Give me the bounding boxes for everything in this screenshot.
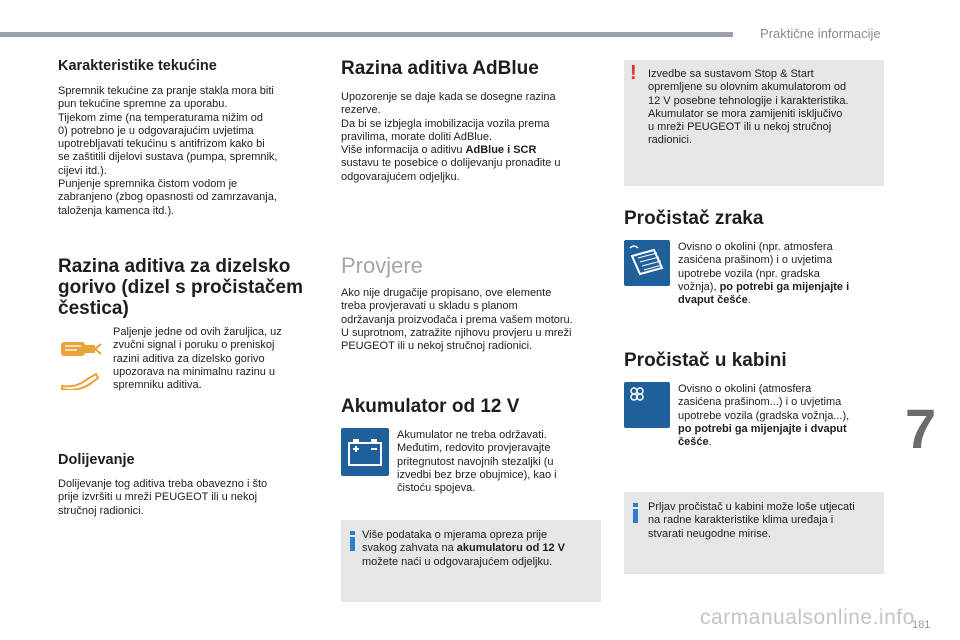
section-header-title: Praktične informacije — [760, 26, 881, 41]
page-number: 181 — [912, 619, 931, 631]
fuel-additive-warning-icon — [57, 338, 103, 360]
info-icon — [350, 531, 356, 551]
fuel-additive-level-icon — [60, 372, 100, 390]
air-filter-icon — [624, 240, 670, 286]
battery-title: Akumulator od 12 V — [341, 396, 520, 417]
air-filter-text: Ovisno o okolini (npr. atmosfera zasićena prašinom) i o uvjetima upotrebe vozila (npr. gradska vožnja), po potrebi ga mijenjajte i dvaput češće. — [678, 241, 850, 307]
battery-info-text: Više podataka o mjerama opreza prije svakog zahvata na akumulatoru od 12 V možete naći u odgovarajućem odjeljku. — [362, 529, 565, 568]
chapter-number: 7 — [905, 397, 937, 460]
cabin-filter-text: Ovisno o okolini (atmosfera zasićena prašinom...) i o uvjetima upotrebe vozila (gradska vožnja...), po potrebi ga mijenjajte i dvaput češće. — [678, 383, 850, 449]
cabin-info-text: Prljav pročistač u kabini može loše utjecati na radne karakteristike klima uređaja i stvarati neugodne mirise. — [648, 501, 855, 540]
refill-text: Dolijevanje tog aditiva treba obavezno i što prije izvršiti u mreži PEUGEOT ili u nekoj stručnoj radionici. — [58, 478, 268, 517]
adblue-text: Upozorenje se daje kada se dosegne razina rezerve. Da bi se izbjegla imobilizacija vozila prema pravilima, morate doliti AdBlue. Više informacija o aditivu AdBlue i SCR sustavu te posebice o dolijevanju pronađite u odgovarajućem odjeljku. — [341, 91, 561, 183]
checks-title: Provjere — [341, 253, 423, 278]
battery-icon — [341, 428, 389, 476]
header-bar — [0, 32, 733, 37]
cabin-filter-icon — [624, 382, 670, 428]
battery-text: Akumulator ne treba održavati. Međutim, redovito provjeravajte pritegnutost navojnih stezaljki (u izvedbi bez brze obujmice), kao i čistoću spojeva. — [397, 429, 557, 495]
fluid-title: Karakteristike tekućine — [58, 58, 217, 74]
stopstart-warning-text: Izvedbe sa sustavom Stop & Start opremljene su olovnim akumulatorom od 12 V posebne tehnologije i karakteristika. Akumulator se mora zamijeniti isključivo u mreži PEUGEOT ili u nekoj stručnoj radionici. — [648, 68, 849, 147]
cabin-filter-title: Pročistač u kabini — [624, 350, 787, 371]
adblue-title: Razina aditiva AdBlue — [341, 58, 539, 79]
watermark: carmanualsonline.info — [700, 606, 915, 629]
air-filter-title: Pročistač zraka — [624, 208, 764, 229]
additive-text: Paljenje jedne od ovih žaruljica, uz zvučni signal i poruku o preniskoj razini aditiva za dizelsko gorivo upozorava na minimalnu razinu u spremniku aditiva. — [113, 326, 282, 392]
exclamation-icon: ! — [630, 62, 637, 84]
fluid-text: Spremnik tekućine za pranje stakla mora biti pun tekućine spremne za uporabu. Tijekom zime (na temperaturama nižim od 0) potrebno je u odgovarajućim uvjetima upotrebljavati tekućinu s antifrizom kako bi se zaštitili dijelovi sustava (pumpa, spremnik, cijevi itd.). Punjenje spremnika čistom vodom je zabranjeno (zbog opasnosti od zamrzavanja, taloženja kamenca itd.). — [58, 85, 278, 217]
additive-title: Razina aditiva za dizelsko gorivo (dizel s pročistačem čestica) — [58, 256, 303, 319]
checks-text: Ako nije drugačije propisano, ove elemente treba provjeravati u skladu s planom održavanja proizvođača i prema vašem motoru. U suprotnom, zatražite njihovu provjeru u mreži PEUGEOT ili u nekoj stručnoj radionici. — [341, 287, 573, 353]
refill-title: Dolijevanje — [58, 452, 135, 468]
info-icon — [633, 503, 639, 523]
